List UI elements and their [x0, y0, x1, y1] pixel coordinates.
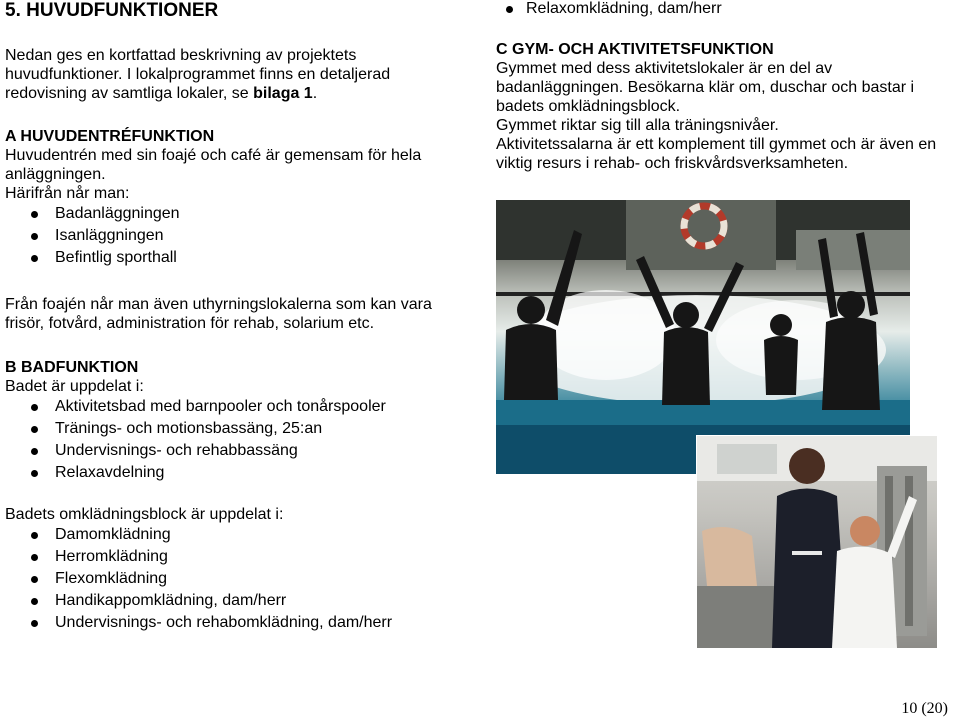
section-a-list [5, 203, 475, 269]
bullet-icon [31, 255, 38, 262]
list-item: Isanläggningen [5, 225, 475, 247]
list-item: Undervisnings- och rehabbassäng [5, 440, 475, 462]
bullet-icon [31, 532, 38, 539]
pool-photo [496, 200, 910, 474]
section-c [496, 40, 960, 173]
section-b-line2: Badets omklädningsblock är uppdelat i: [5, 506, 284, 523]
intro-end: . [312, 85, 318, 102]
bullet-icon [506, 6, 513, 13]
bullet-icon [31, 620, 38, 627]
list-item: Damomklädning [5, 524, 475, 546]
bullet-icon [31, 554, 38, 561]
bullet-icon [31, 576, 38, 583]
list-item: Relaxavdelning [5, 462, 475, 484]
gym-photo-art [697, 436, 937, 648]
list-item: Badanläggningen [5, 203, 475, 225]
section-b-changing [5, 505, 475, 634]
section-a-line2: Härifrån når man: [5, 185, 130, 202]
gym-photo [696, 435, 938, 649]
bullet-icon [31, 211, 38, 218]
right-top-list [496, 0, 958, 20]
section-a-title: A HUVUDENTRÉFUNKTION [5, 128, 215, 145]
list-item: Flexomklädning [5, 568, 475, 590]
page-number: 10 (20) [901, 700, 948, 717]
list-item: Undervisnings- och rehabomklädning, dam/herr [5, 612, 475, 634]
section-c-title: C GYM- OCH AKTIVITETSFUNKTION [496, 41, 774, 58]
section-b-line1: Badet är uppdelat i: [5, 378, 144, 395]
section-c-text: Gymmet med dess aktivitetslokaler är en del av badanläggningen. Besökarna klär om, duschar och bastar i badets omklädningsblock. [496, 60, 915, 115]
list-item: Handikappomklädning, dam/herr [5, 590, 475, 612]
section-a-after: Från foajén når man även uthyrningslokalerna som kan vara frisör, fotvård, administration för rehab, solarium etc. [5, 296, 432, 332]
list-item: Befintlig sporthall [5, 247, 475, 269]
bullet-icon [31, 598, 38, 605]
chapter-heading: 5. HUVUDFUNKTIONER [5, 0, 219, 21]
intro-text: Nedan ges en kortfattad beskrivning av projektets huvudfunktioner. I lokalprogrammet finns en detaljerad redovisning av samtliga lokaler, se [5, 47, 391, 102]
list-item: Relaxomklädning, dam/herr [496, 0, 958, 20]
section-c-text3: Aktivitetssalarna är ett komplement till gymmet och är även en viktig resurs i rehab- och friskvårdsverksamheten. [496, 136, 937, 172]
pool-photo-art [496, 200, 910, 474]
intro-paragraph [5, 46, 465, 103]
bullet-icon [31, 448, 38, 455]
section-a-line1: Huvudentrén med sin foajé och café är gemensam för hela anläggningen. [5, 147, 422, 183]
section-b-list [5, 396, 475, 484]
bullet-icon [31, 233, 38, 240]
list-item: Aktivitetsbad med barnpooler och tonårspooler [5, 396, 475, 418]
list-item: Tränings- och motionsbassäng, 25:an [5, 418, 475, 440]
list-item: Herromklädning [5, 546, 475, 568]
section-b-title: B BADFUNKTION [5, 359, 139, 376]
section-b [5, 358, 475, 484]
section-a [5, 127, 475, 269]
bullet-icon [31, 404, 38, 411]
bullet-icon [31, 470, 38, 477]
section-b-list2 [5, 524, 475, 634]
intro-bold: bilaga 1 [253, 85, 313, 102]
bullet-icon [31, 426, 38, 433]
section-c-text2: Gymmet riktar sig till alla träningsnivåer. [496, 117, 779, 134]
